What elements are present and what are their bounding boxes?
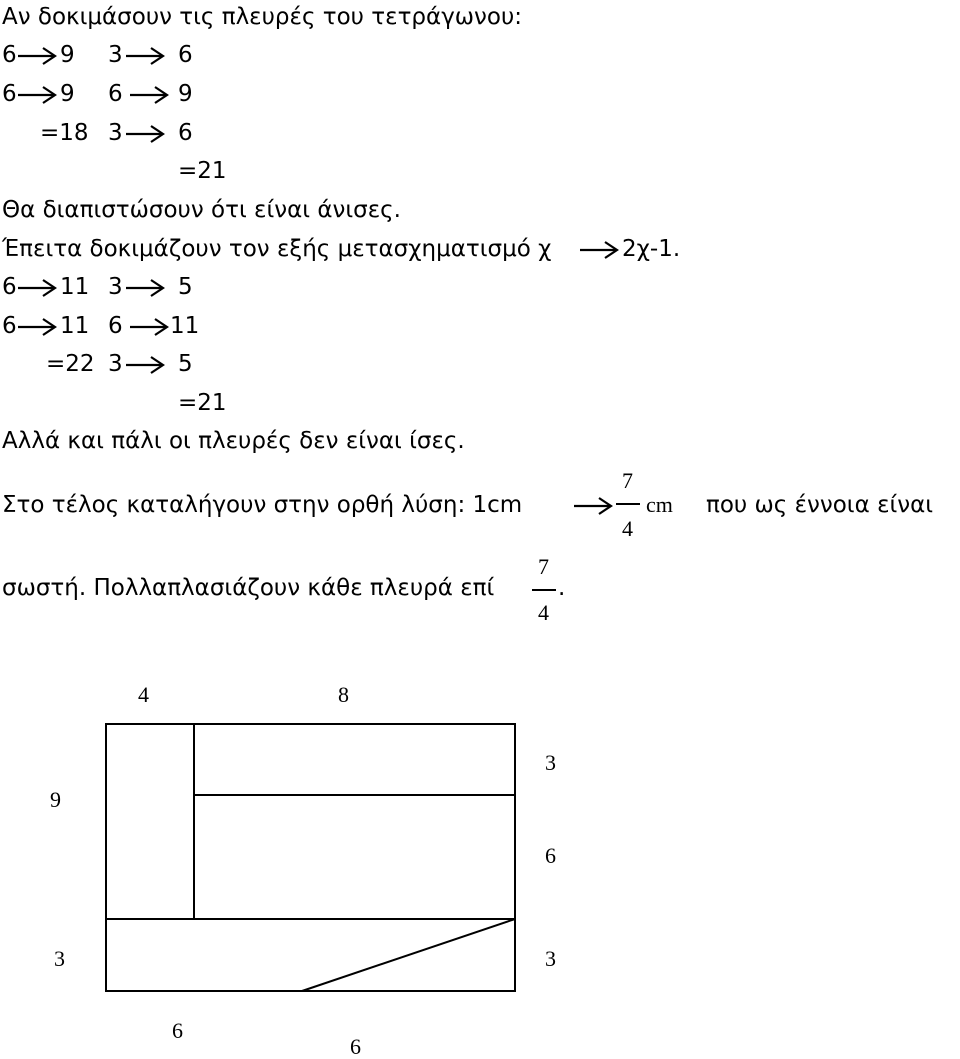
b1-r2-b: 9	[60, 81, 75, 107]
b2-r4-sum: =21	[178, 390, 227, 416]
b1-r3-sum: =18	[40, 120, 89, 146]
b2-r2-d: 11	[170, 313, 200, 339]
b2-r2-b: 11	[60, 313, 90, 339]
intro-line: Αν δοκιμάσουν τις πλευρές του τετράγωνου:	[2, 4, 523, 30]
note-transform: Έπειτα δοκιμάζουν τον εξής μετασχηματισμό χ	[2, 236, 552, 262]
b1-r1-a: 6	[2, 42, 17, 68]
b1-r1-b: 9	[60, 42, 75, 68]
unit-cm: cm	[646, 492, 673, 517]
b1-r1-c: 3	[108, 42, 123, 68]
diagonal-cut	[302, 919, 515, 991]
figure-label-right-top: 3	[545, 750, 556, 775]
figure-label-top-left: 4	[138, 682, 149, 707]
fraction-2-numerator: 7	[538, 554, 549, 579]
figure-label-top-right: 8	[338, 682, 349, 707]
b1-r2-d: 9	[178, 81, 193, 107]
note-still-unequal: Αλλά και πάλι οι πλευρές δεν είναι ίσες.	[2, 428, 465, 454]
figure-label-right-mid: 6	[545, 843, 556, 868]
note-unequal: Θα διαπιστώσουν ότι είναι άνισες.	[2, 197, 401, 223]
figure-label-left-mid: 9	[50, 787, 61, 812]
final-text-1: Στο τέλος καταλήγουν στην ορθή λύση: 1cm	[2, 492, 523, 518]
b2-r1-a: 6	[2, 274, 17, 300]
final-text-3: σωστή. Πολλαπλασιάζουν κάθε πλευρά επί	[2, 575, 495, 601]
figure-label-bottom-right: 6	[350, 1034, 361, 1059]
b1-r2-a: 6	[2, 81, 17, 107]
figure-label-bottom-left: 6	[172, 1018, 183, 1043]
b1-r2-c: 6	[108, 81, 123, 107]
fraction-2-denominator: 4	[538, 600, 549, 625]
b2-r1-c: 3	[108, 274, 123, 300]
b1-r3-d: 6	[178, 120, 193, 146]
b1-r3-c: 3	[108, 120, 123, 146]
final-dot: .	[558, 575, 566, 601]
b2-r3-d: 5	[178, 351, 193, 377]
final-text-2: που ως έννοια είναι	[706, 492, 934, 518]
outer-rectangle	[106, 724, 515, 991]
b2-r3-c: 3	[108, 351, 123, 377]
note-transform-end: 2χ-1.	[622, 236, 681, 262]
b1-r1-d: 6	[178, 42, 193, 68]
fraction-1-numerator: 7	[622, 468, 633, 493]
figure-label-right-bottom: 3	[545, 946, 556, 971]
figure-label-left-bottom: 3	[54, 946, 65, 971]
b1-r4-sum: =21	[178, 158, 227, 184]
b2-r1-b: 11	[60, 274, 90, 300]
b2-r3-sum: =22	[46, 351, 95, 377]
fraction-1-denominator: 4	[622, 516, 633, 541]
b2-r2-a: 6	[2, 313, 17, 339]
b2-r2-c: 6	[108, 313, 123, 339]
b2-r1-d: 5	[178, 274, 193, 300]
